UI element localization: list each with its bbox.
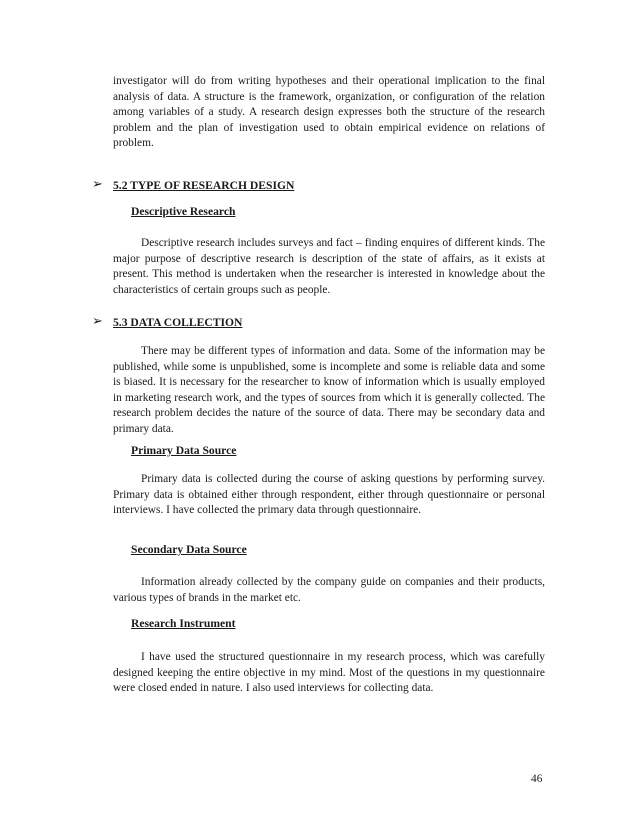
subheading-primary-data-source: Primary Data Source (131, 444, 237, 457)
arrow-bullet-icon: ➢ (92, 314, 103, 329)
section-heading-type-of-research-design: 5.2 TYPE OF RESEARCH DESIGN (113, 178, 295, 192)
primary-data-paragraph: Primary data is collected during the course of asking questions by performing survey. Primary data is obtained either through respondent, either through questionnaire or personal interviews. I have collected the primary data through questionnaire. (113, 473, 545, 517)
section-heading-data-collection: 5.3 DATA COLLECTION (113, 315, 243, 329)
section-5-3-heading-row (92, 314, 242, 330)
research-instrument-paragraph: I have used the structured questionnaire in my research process, which was carefully designed keeping the entire objective in my mind. Most of the questions in my questionnaire were closed ended in nature. I also used interviews for collecting data. (113, 651, 545, 695)
data-collection-paragraph: There may be different types of information and data. Some of the information may be published, while some is unpublished, some is incomplete and some is reliable data and some is biased. It is necessary for the researcher to know of information which is usually employed in marketing research work, and the types of sources from which it is generally collected. The research problem decides the nature of the source of data. There may be secondary data and primary data. (113, 345, 545, 435)
arrow-bullet-icon: ➢ (92, 177, 103, 192)
subheading-research-instrument: Research Instrument (131, 617, 236, 630)
subheading-descriptive-research: Descriptive Research (131, 205, 236, 218)
page-number: 46 (531, 773, 543, 785)
subheading-secondary-data-source: Secondary Data Source (131, 543, 247, 556)
descriptive-research-paragraph: Descriptive research includes surveys and fact – finding enquires of different kinds. The major purpose of descriptive research is description of the state of affairs, as it exists at present. This method is undertaken when the researcher is interested in knowledge about the characteristics of certain groups such as people. (113, 237, 545, 296)
section-5-2-heading-row (92, 177, 294, 193)
intro-paragraph: investigator will do from writing hypotheses and their operational implication to the final analysis of data. A structure is the framework, organization, or configuration of the relation among variables of a study. A research design expresses both the structure of the research problem and the plan of investigation used to obtain empirical evidence on relations of problem. (113, 75, 545, 150)
secondary-data-paragraph: Information already collected by the company guide on companies and their products, various types of brands in the market etc. (113, 576, 545, 604)
